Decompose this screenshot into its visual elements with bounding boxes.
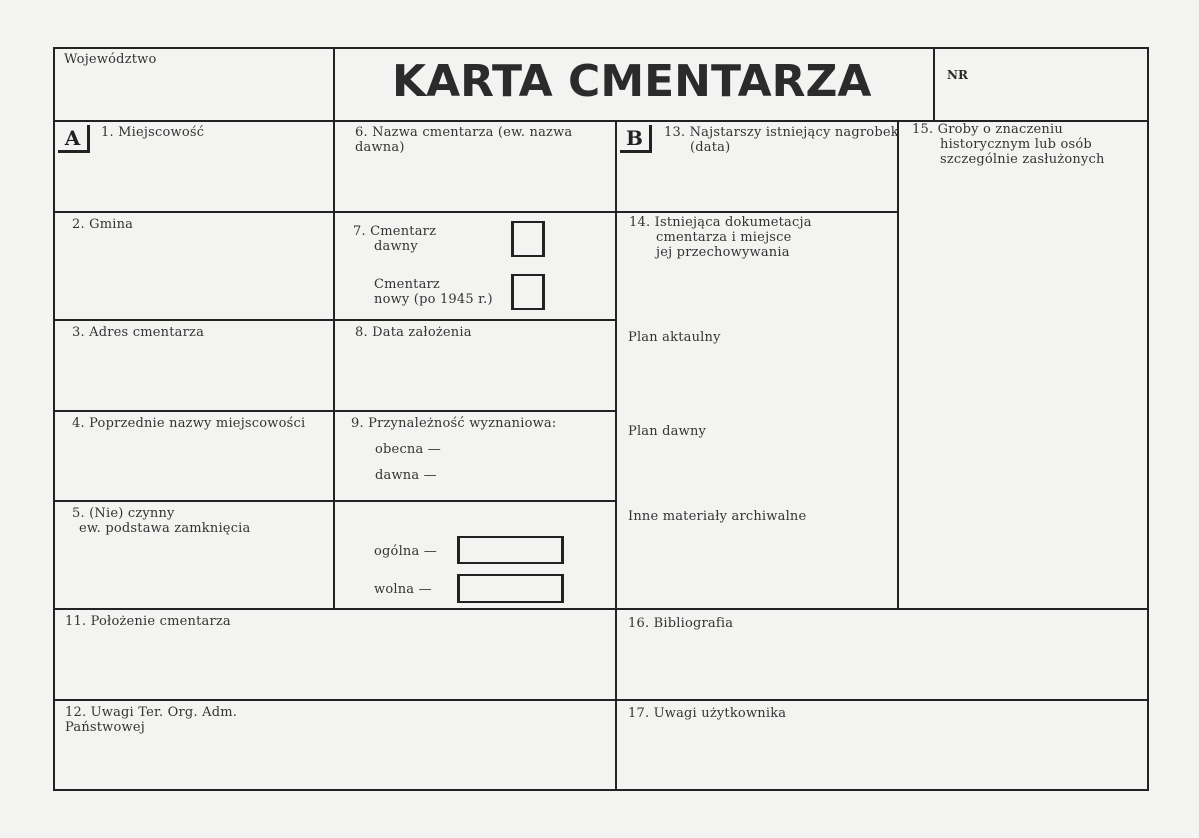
- field-7-old-label-line2: dawny: [374, 239, 418, 254]
- nr-label: NR: [947, 68, 968, 82]
- field-15-label-line2: historycznym lub osób: [940, 137, 1092, 152]
- field-14-label-line2: cmentarza i miejsce: [656, 230, 792, 245]
- grid-line: [53, 699, 1149, 701]
- field-13-label-line2: (data): [690, 140, 731, 155]
- grid-line: [53, 211, 899, 213]
- field-5-label-line2: ew. podstawa zamknięcia: [79, 521, 251, 536]
- grid-line: [53, 47, 1149, 49]
- field-15-label: 15. Groby o znaczeniu: [912, 122, 1063, 137]
- grid-line: [53, 789, 1149, 791]
- field-12-label-line2: Państwowej: [65, 720, 145, 735]
- field-5-label: 5. (Nie) czynny: [72, 506, 175, 521]
- free-area-box[interactable]: [457, 574, 564, 603]
- grid-line: [615, 120, 617, 790]
- field-9-label: 9. Przynależność wyznaniowa:: [351, 416, 557, 431]
- section-a-marker: A: [58, 125, 90, 153]
- former-plan-label: Plan dawny: [628, 424, 707, 439]
- field-7-old-label: 7. Cmentarz: [353, 224, 437, 239]
- field-11-label: 11. Położenie cmentarza: [65, 614, 231, 629]
- field-16-label: 16. Bibliografia: [628, 616, 734, 631]
- field-7-new-label-line2: nowy (po 1945 r.): [374, 292, 493, 307]
- field-13-label: 13. Najstarszy istniejący nagrobek: [664, 125, 899, 140]
- old-cemetery-checkbox[interactable]: [511, 221, 545, 257]
- field-14-label: 14. Istniejąca dokumetacja: [629, 215, 812, 230]
- field-9-former-label: dawna —: [375, 468, 437, 483]
- grid-line: [897, 120, 899, 608]
- total-area-box[interactable]: [457, 536, 564, 564]
- field-15-label-line3: szczególnie zasłużonych: [940, 152, 1105, 167]
- field-3-label: 3. Adres cmentarza: [72, 325, 205, 340]
- field-6-label-line2: dawna): [355, 140, 405, 155]
- grid-line: [933, 47, 935, 120]
- other-archival-label: Inne materiały archiwalne: [628, 509, 807, 524]
- field-6-label: 6. Nazwa cmentarza (ew. nazwa: [355, 125, 573, 140]
- field-9-current-label: obecna —: [375, 442, 441, 457]
- field-7-new-label: Cmentarz: [374, 277, 440, 292]
- field-2-label: 2. Gmina: [72, 217, 134, 232]
- grid-line: [53, 47, 55, 791]
- field-8-label: 8. Data założenia: [355, 325, 472, 340]
- field-17-label: 17. Uwagi użytkownika: [628, 706, 787, 721]
- card-title: KARTA CMENTARZA: [392, 56, 872, 107]
- grid-line: [53, 608, 1149, 610]
- wojewodztwo-label: Województwo: [64, 52, 157, 67]
- grid-line: [1147, 47, 1149, 791]
- total-area-label: ogólna —: [374, 544, 437, 559]
- field-4-label: 4. Poprzednie nazwy miejscowości: [72, 416, 306, 431]
- field-14-label-line3: jej przechowywania: [656, 245, 790, 260]
- section-b-marker: B: [620, 125, 652, 153]
- new-cemetery-checkbox[interactable]: [511, 274, 545, 310]
- field-12-label: 12. Uwagi Ter. Org. Adm.: [65, 705, 238, 720]
- grid-line: [333, 47, 335, 608]
- free-area-label: wolna —: [374, 582, 432, 597]
- field-1-label: 1. Miejscowość: [101, 125, 205, 140]
- current-plan-label: Plan aktaulny: [628, 330, 721, 345]
